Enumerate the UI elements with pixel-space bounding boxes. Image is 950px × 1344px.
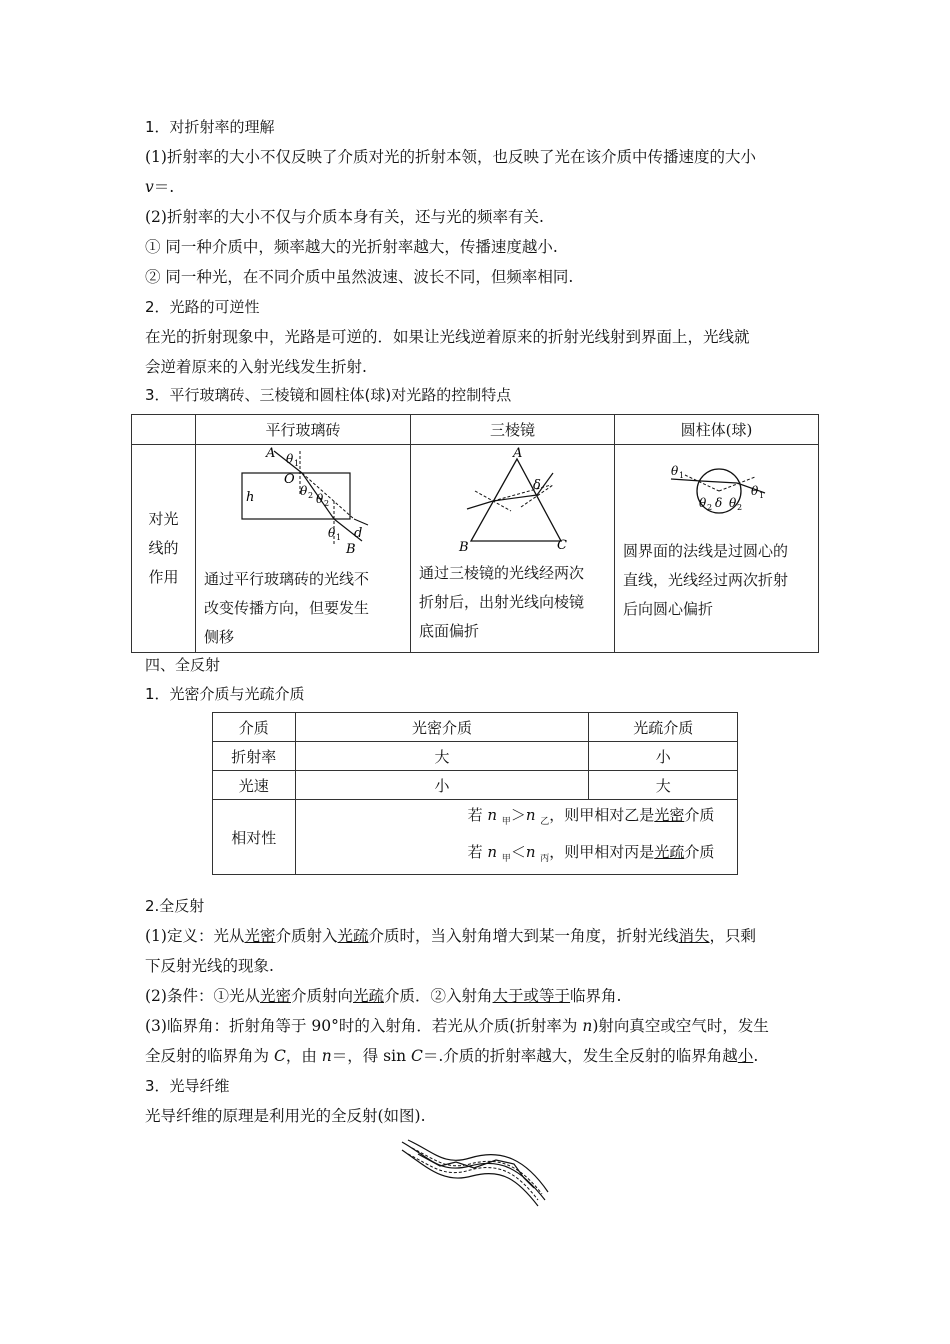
cell: 大 xyxy=(589,771,738,800)
col-header: 三棱镜 xyxy=(411,415,615,445)
label-delta: δ xyxy=(533,478,541,493)
row-label-line: 作用 xyxy=(148,568,179,586)
sub-label: 1 xyxy=(294,459,300,468)
text: 若 xyxy=(467,806,488,824)
sub: 甲 xyxy=(501,817,511,827)
label-h: h xyxy=(246,490,255,505)
text: ，则甲相对乙是 xyxy=(549,806,655,824)
sub: 乙 xyxy=(540,817,550,827)
text: 临界角. xyxy=(570,987,622,1005)
theta-label: θ xyxy=(328,526,336,540)
underlined-term: 大于或等于 xyxy=(492,987,571,1005)
row-label-line: 对光 xyxy=(148,510,179,528)
row-label: 相对性 xyxy=(213,800,296,875)
underlined-term: 光疏 xyxy=(337,927,369,945)
paragraph: ② 同一种光，在不同介质中虽然波速、波长不同，但频率相同. xyxy=(145,268,574,286)
paragraph: 在光的折射现象中，光路是可逆的．如果让光线逆着原来的折射光线射到界面上，光线就 xyxy=(145,328,750,346)
text: (2)条件：①光从 xyxy=(145,987,260,1005)
sub-label: 2 xyxy=(308,491,314,500)
paragraph: 会逆着原来的入射光线发生折射. xyxy=(145,358,367,376)
label-C: C xyxy=(557,538,567,553)
heading-optical-fiber: 3．光导纤维 xyxy=(145,1077,230,1095)
text: ，由 xyxy=(285,1047,322,1065)
cell: 小 xyxy=(589,742,738,771)
underlined-term: 光密 xyxy=(244,927,276,945)
text: (1)定义：光从 xyxy=(145,927,245,945)
row-label: 光速 xyxy=(213,771,296,800)
theta-label: θ xyxy=(751,484,759,498)
glass-slab-diagram xyxy=(196,445,410,561)
paragraph xyxy=(145,985,621,1007)
underlined-term: 消失 xyxy=(678,927,710,945)
cell-line: 折射后，出射光线向棱镜 xyxy=(419,593,585,611)
cell-line: 通过三棱镜的光线经两次 xyxy=(419,564,585,582)
optical-devices-table xyxy=(131,414,819,653)
header-cell: 光疏介质 xyxy=(589,713,738,742)
paragraph: 光导纤维的原理是利用光的全反射(如图). xyxy=(145,1107,426,1125)
header-cell: 光密介质 xyxy=(295,713,589,742)
cell-line: 后向圆心偏折 xyxy=(623,600,714,618)
text: ＝. xyxy=(153,178,175,196)
col-header: 平行玻璃砖 xyxy=(196,415,411,445)
paragraph xyxy=(145,1015,769,1037)
text: ，则甲相对丙是 xyxy=(549,843,655,861)
label-O: O xyxy=(284,472,295,487)
sub-label: 2 xyxy=(324,499,330,508)
text: ＝，得 sin xyxy=(331,1047,411,1065)
optical-fiber-diagram xyxy=(400,1138,550,1208)
relativity-line xyxy=(468,837,737,874)
paragraph xyxy=(145,925,756,947)
var-n: n xyxy=(487,806,498,824)
cell-line: 侧移 xyxy=(204,628,235,646)
text: ＝.介质的折射率越大，发生全反射的临界角越 xyxy=(422,1047,738,1065)
cell-line: 底面偏折 xyxy=(419,622,480,640)
paragraph: 下反射光线的现象. xyxy=(145,957,274,975)
row-label xyxy=(132,445,196,653)
label-B: B xyxy=(346,542,356,557)
text: 介质．②入射角 xyxy=(384,987,493,1005)
text: ，只剩 xyxy=(709,927,757,945)
glass-slab-cell xyxy=(196,445,411,653)
heading-dense-sparse: 1．光密介质与光疏介质 xyxy=(145,685,305,703)
theta-label: θ xyxy=(699,496,707,510)
sub-label: 1 xyxy=(336,533,342,542)
cell-line: 通过平行玻璃砖的光线不 xyxy=(204,570,370,588)
row-label: 折射率 xyxy=(213,742,296,771)
theta-label: θ xyxy=(316,492,324,506)
label-d: d xyxy=(354,526,363,541)
heading-reversibility: 2．光路的可逆性 xyxy=(145,298,260,316)
cell-line: 改变传播方向，但要发生 xyxy=(204,599,370,617)
text: 介质时，当入射角增大到某一角度，折射光线 xyxy=(368,927,679,945)
text: (3)临界角：折射角等于 90°时的入射角．若光从介质(折射率为 xyxy=(145,1017,583,1035)
prism-diagram xyxy=(411,445,614,555)
sub-label: 1 xyxy=(679,471,685,480)
paragraph xyxy=(145,176,174,198)
var-n: n xyxy=(525,806,536,824)
text: ＜ xyxy=(510,843,526,861)
col-header: 圆柱体(球) xyxy=(615,415,819,445)
paragraph xyxy=(145,1045,758,1067)
row-label-line: 线的 xyxy=(148,539,179,557)
text: 介质 xyxy=(684,843,715,861)
text: 介质射向 xyxy=(290,987,353,1005)
sub-label: 2 xyxy=(737,503,743,512)
cell: 小 xyxy=(295,771,589,800)
text: 全反射的临界角为 xyxy=(145,1047,274,1065)
label-delta: δ xyxy=(715,496,723,510)
text: 若 xyxy=(467,843,488,861)
medium-table xyxy=(212,712,738,875)
label-A: A xyxy=(266,446,276,461)
underlined-term: 光疏 xyxy=(353,987,385,1005)
paragraph: (1)折射率的大小不仅反映了介质对光的折射本领，也反映了光在该介质中传播速度的大小 xyxy=(145,148,756,166)
underlined-term: 小 xyxy=(737,1047,754,1065)
var-C: C xyxy=(410,1047,423,1065)
heading-total-reflection-def: 2.全反射 xyxy=(145,897,205,915)
sub-label: 1 xyxy=(759,491,765,500)
relativity-cell xyxy=(295,800,737,875)
theta-label: θ xyxy=(300,484,308,498)
label-A: A xyxy=(513,446,523,461)
theta-label: θ xyxy=(286,452,294,466)
text: )射向真空或空气时，发生 xyxy=(592,1017,769,1035)
sub: 甲 xyxy=(501,854,511,864)
var-n: n xyxy=(487,843,498,861)
cell-line: 圆界面的法线是过圆心的 xyxy=(623,542,789,560)
underlined-term: 光密 xyxy=(654,806,685,824)
var-n: n xyxy=(525,843,536,861)
cell-line: 直线，光线经过两次折射 xyxy=(623,571,789,589)
heading-optical-devices: 3．平行玻璃砖、三棱镜和圆柱体(球)对光路的控制特点 xyxy=(145,386,512,404)
text: ＞ xyxy=(510,806,526,824)
cell-text xyxy=(615,537,818,624)
text: 介质 xyxy=(684,806,715,824)
heading-total-reflection: 四、全反射 xyxy=(145,656,221,674)
underlined-term: 光疏 xyxy=(654,843,685,861)
cylinder-diagram xyxy=(615,445,818,533)
paragraph: (2)折射率的大小不仅与介质本身有关，还与光的频率有关. xyxy=(145,208,544,226)
var-n: n xyxy=(321,1047,332,1065)
text: . xyxy=(753,1047,759,1065)
heading-refractive-index: 1．对折射率的理解 xyxy=(145,118,275,136)
theta-label: θ xyxy=(729,496,737,510)
theta-label: θ xyxy=(671,464,679,478)
underlined-term: 光密 xyxy=(259,987,291,1005)
relativity-line xyxy=(468,800,737,837)
text: 介质射入 xyxy=(275,927,338,945)
sub: 丙 xyxy=(540,854,550,864)
var-n: n xyxy=(582,1017,593,1035)
var-C: C xyxy=(273,1047,286,1065)
sub-label: 2 xyxy=(707,503,713,512)
cell-text xyxy=(411,559,614,646)
empty-cell xyxy=(132,415,196,445)
cylinder-cell xyxy=(615,445,819,653)
paragraph: ① 同一种介质中，频率越大的光折射率越大，传播速度越小. xyxy=(145,238,558,256)
label-B: B xyxy=(459,540,469,555)
header-cell: 介质 xyxy=(213,713,296,742)
cell: 大 xyxy=(295,742,589,771)
var-v: v xyxy=(145,178,154,196)
prism-cell xyxy=(411,445,615,653)
cell-text xyxy=(196,565,410,652)
